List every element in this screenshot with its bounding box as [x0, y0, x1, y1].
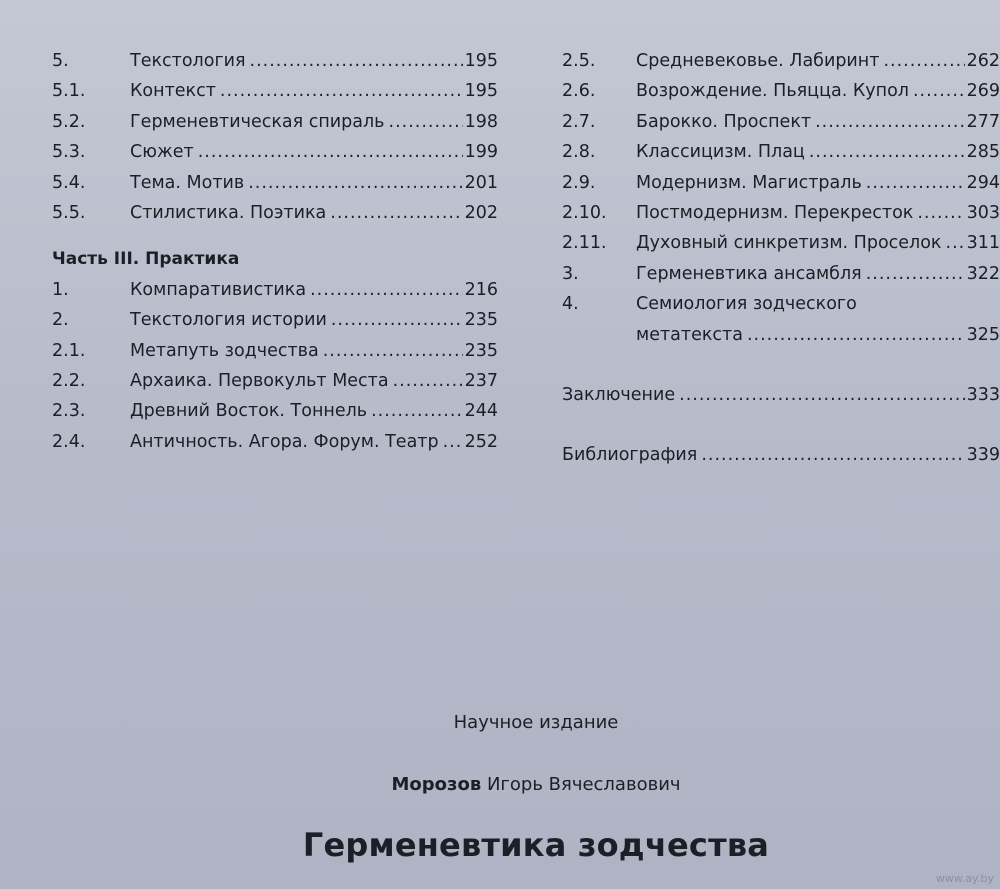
- dot-leader: [371, 396, 463, 426]
- toc-entry-number: 4.: [562, 294, 579, 315]
- toc-entry-conclusion: [562, 380, 1000, 410]
- toc-entry-number: 5.2.: [52, 111, 86, 132]
- toc-entry-page: 325: [966, 324, 1000, 345]
- toc-entry-title: Модернизм. Магистраль: [636, 172, 862, 193]
- toc-entry-page: 235: [464, 310, 498, 331]
- toc-entry-number: 2.1.: [52, 340, 86, 361]
- dot-leader: [701, 440, 964, 470]
- toc-entry: [52, 46, 498, 76]
- toc-entry-page: 294: [966, 172, 1000, 193]
- dot-leader: [393, 366, 463, 396]
- dot-leader: [198, 137, 463, 167]
- toc-entry-number: 2.4.: [52, 431, 86, 452]
- toc-entry-page: 269: [966, 81, 1000, 102]
- toc-entry-page: 339: [966, 445, 1000, 466]
- dot-leader: [679, 380, 964, 410]
- toc-left-column: [52, 46, 498, 457]
- dot-leader: [248, 168, 462, 198]
- toc-entry-page: 202: [464, 202, 498, 223]
- dot-leader: [250, 46, 463, 76]
- toc-entry: [52, 107, 498, 137]
- toc-entry: [562, 198, 1000, 228]
- toc-entry: [52, 137, 498, 167]
- toc-entry-title: Барокко. Проспект: [636, 111, 812, 132]
- toc-entry-number: 2.3.: [52, 401, 86, 422]
- toc-entry-page: 216: [464, 279, 498, 300]
- toc-entry-number: 2.11.: [562, 233, 607, 254]
- toc-entry-page: 195: [464, 81, 498, 102]
- toc-entry-title-line2: метатекста: [636, 324, 743, 345]
- toc-entry: [52, 366, 498, 396]
- toc-entry-bibliography: [562, 440, 1000, 470]
- toc-right-column: [562, 46, 1000, 471]
- dot-leader: [747, 320, 965, 350]
- dot-leader: [815, 107, 965, 137]
- toc-entry-number: 2.7.: [562, 111, 596, 132]
- publication-type: Научное издание: [453, 712, 619, 733]
- dot-leader: [946, 228, 965, 258]
- toc-entry-page: 235: [464, 340, 498, 361]
- dot-leader: [866, 259, 965, 289]
- toc-entry-title-line1: Семиология зодческого: [636, 294, 857, 315]
- toc-entry-title: Постмодернизм. Перекресток: [636, 202, 914, 223]
- toc-entry: [52, 198, 498, 228]
- toc-entry-page: 311: [966, 233, 1000, 254]
- toc-entry: [52, 427, 498, 457]
- author-name: [36, 774, 1000, 795]
- dot-leader: [330, 198, 462, 228]
- toc-entry-page: 195: [464, 51, 498, 71]
- toc-entry-page: 252: [464, 431, 498, 452]
- toc-entry-title: Заключение: [562, 384, 676, 405]
- toc-entry: [52, 336, 498, 366]
- toc-entry: [52, 76, 498, 106]
- toc-entry-title: Текстология истории: [130, 310, 327, 331]
- toc-entry: [52, 168, 498, 198]
- toc-entry-title: Компаративистика: [130, 279, 307, 300]
- toc-entry-title: Возрождение. Пьяцца. Купол: [636, 81, 909, 102]
- dot-leader: [809, 137, 965, 167]
- dot-leader: [323, 336, 463, 366]
- toc-entry-title: Метапуть зодчества: [130, 340, 319, 361]
- toc-entry-page: 199: [464, 142, 498, 163]
- toc-entry-number: 5.: [52, 51, 69, 71]
- toc-entry: [562, 168, 1000, 198]
- toc-entry-number: 2.9.: [562, 172, 596, 193]
- toc-entry-number: 2.2.: [52, 370, 86, 391]
- toc-entry-page: 262: [966, 51, 1000, 71]
- toc-entry-title: Классицизм. Плац: [636, 142, 805, 163]
- toc-entry-page: 277: [966, 111, 1000, 132]
- dot-leader: [331, 305, 463, 335]
- toc-entry: [562, 259, 1000, 289]
- toc-entry-page: 237: [464, 370, 498, 391]
- toc-entry-page: 333: [966, 384, 1000, 405]
- toc-entry: [52, 396, 498, 426]
- toc-entry-number: 2.10.: [562, 202, 607, 223]
- toc-entry-title: Тема. Мотив: [130, 172, 245, 193]
- toc-entry-page: 322: [966, 263, 1000, 284]
- toc-entry-title: Текстология: [130, 51, 246, 71]
- toc-entry-page: 303: [966, 202, 1000, 223]
- toc-entry: [52, 275, 498, 305]
- dot-leader: [917, 198, 964, 228]
- dot-leader: [883, 46, 964, 76]
- part-heading: Часть III. Практика: [52, 249, 240, 270]
- toc-entry: [562, 137, 1000, 167]
- toc-entry-title: Архаика. Первокульт Места: [130, 370, 389, 391]
- toc-entry: [562, 76, 1000, 106]
- toc-entry-title: Контекст: [130, 81, 216, 102]
- toc-entry-title: Античность. Агора. Форум. Театр: [130, 431, 439, 452]
- toc-entry-number: 5.1.: [52, 81, 86, 102]
- dot-leader: [220, 76, 463, 106]
- toc-entry: [52, 305, 498, 335]
- toc-entry-title: Духовный синкретизм. Проселок: [636, 233, 942, 254]
- dot-leader: [866, 168, 965, 198]
- watermark: www.ay.by: [935, 872, 994, 885]
- author-given-names: Игорь Вячеславович: [486, 774, 681, 795]
- toc-entry-page: 244: [464, 401, 498, 422]
- toc-entry-number: 5.3.: [52, 142, 86, 163]
- toc-entry-page: 201: [464, 172, 498, 193]
- toc-entry-title: Герменевтическая спираль: [130, 111, 385, 132]
- book-title: Герменевтика зодчества: [302, 826, 770, 864]
- toc-entry-number: 5.5.: [52, 202, 86, 223]
- toc-entry: [562, 289, 1000, 319]
- toc-entry-page: 285: [966, 142, 1000, 163]
- dot-leader: [913, 76, 965, 106]
- toc-entry-title: Герменевтика ансамбля: [636, 263, 862, 284]
- toc-entry-continuation: [562, 320, 1000, 350]
- toc-entry-title: Сюжет: [130, 142, 194, 163]
- dot-leader: [443, 427, 463, 457]
- toc-entry-number: 2.6.: [562, 81, 596, 102]
- toc-entry-number: 2.5.: [562, 51, 596, 71]
- toc-entry-title: Средневековье. Лабиринт: [636, 51, 880, 71]
- toc-entry: [562, 46, 1000, 76]
- dot-leader: [389, 107, 463, 137]
- toc-entry-number: 2.: [52, 310, 69, 331]
- toc-entry-title: Древний Восток. Тоннель: [130, 401, 368, 422]
- dot-leader: [310, 275, 463, 305]
- toc-entry-page: 198: [464, 111, 498, 132]
- toc-entry-number: 2.8.: [562, 142, 596, 163]
- toc-entry-number: 5.4.: [52, 172, 86, 193]
- toc-entry-title: Библиография: [562, 445, 698, 466]
- toc-entry-title: Стилистика. Поэтика: [130, 202, 327, 223]
- toc-entry-number: 1.: [52, 279, 69, 300]
- toc-entry: [562, 107, 1000, 137]
- toc-entry-number: 3.: [562, 263, 579, 284]
- toc-entry: [562, 228, 1000, 258]
- author-surname: Морозов: [391, 774, 482, 795]
